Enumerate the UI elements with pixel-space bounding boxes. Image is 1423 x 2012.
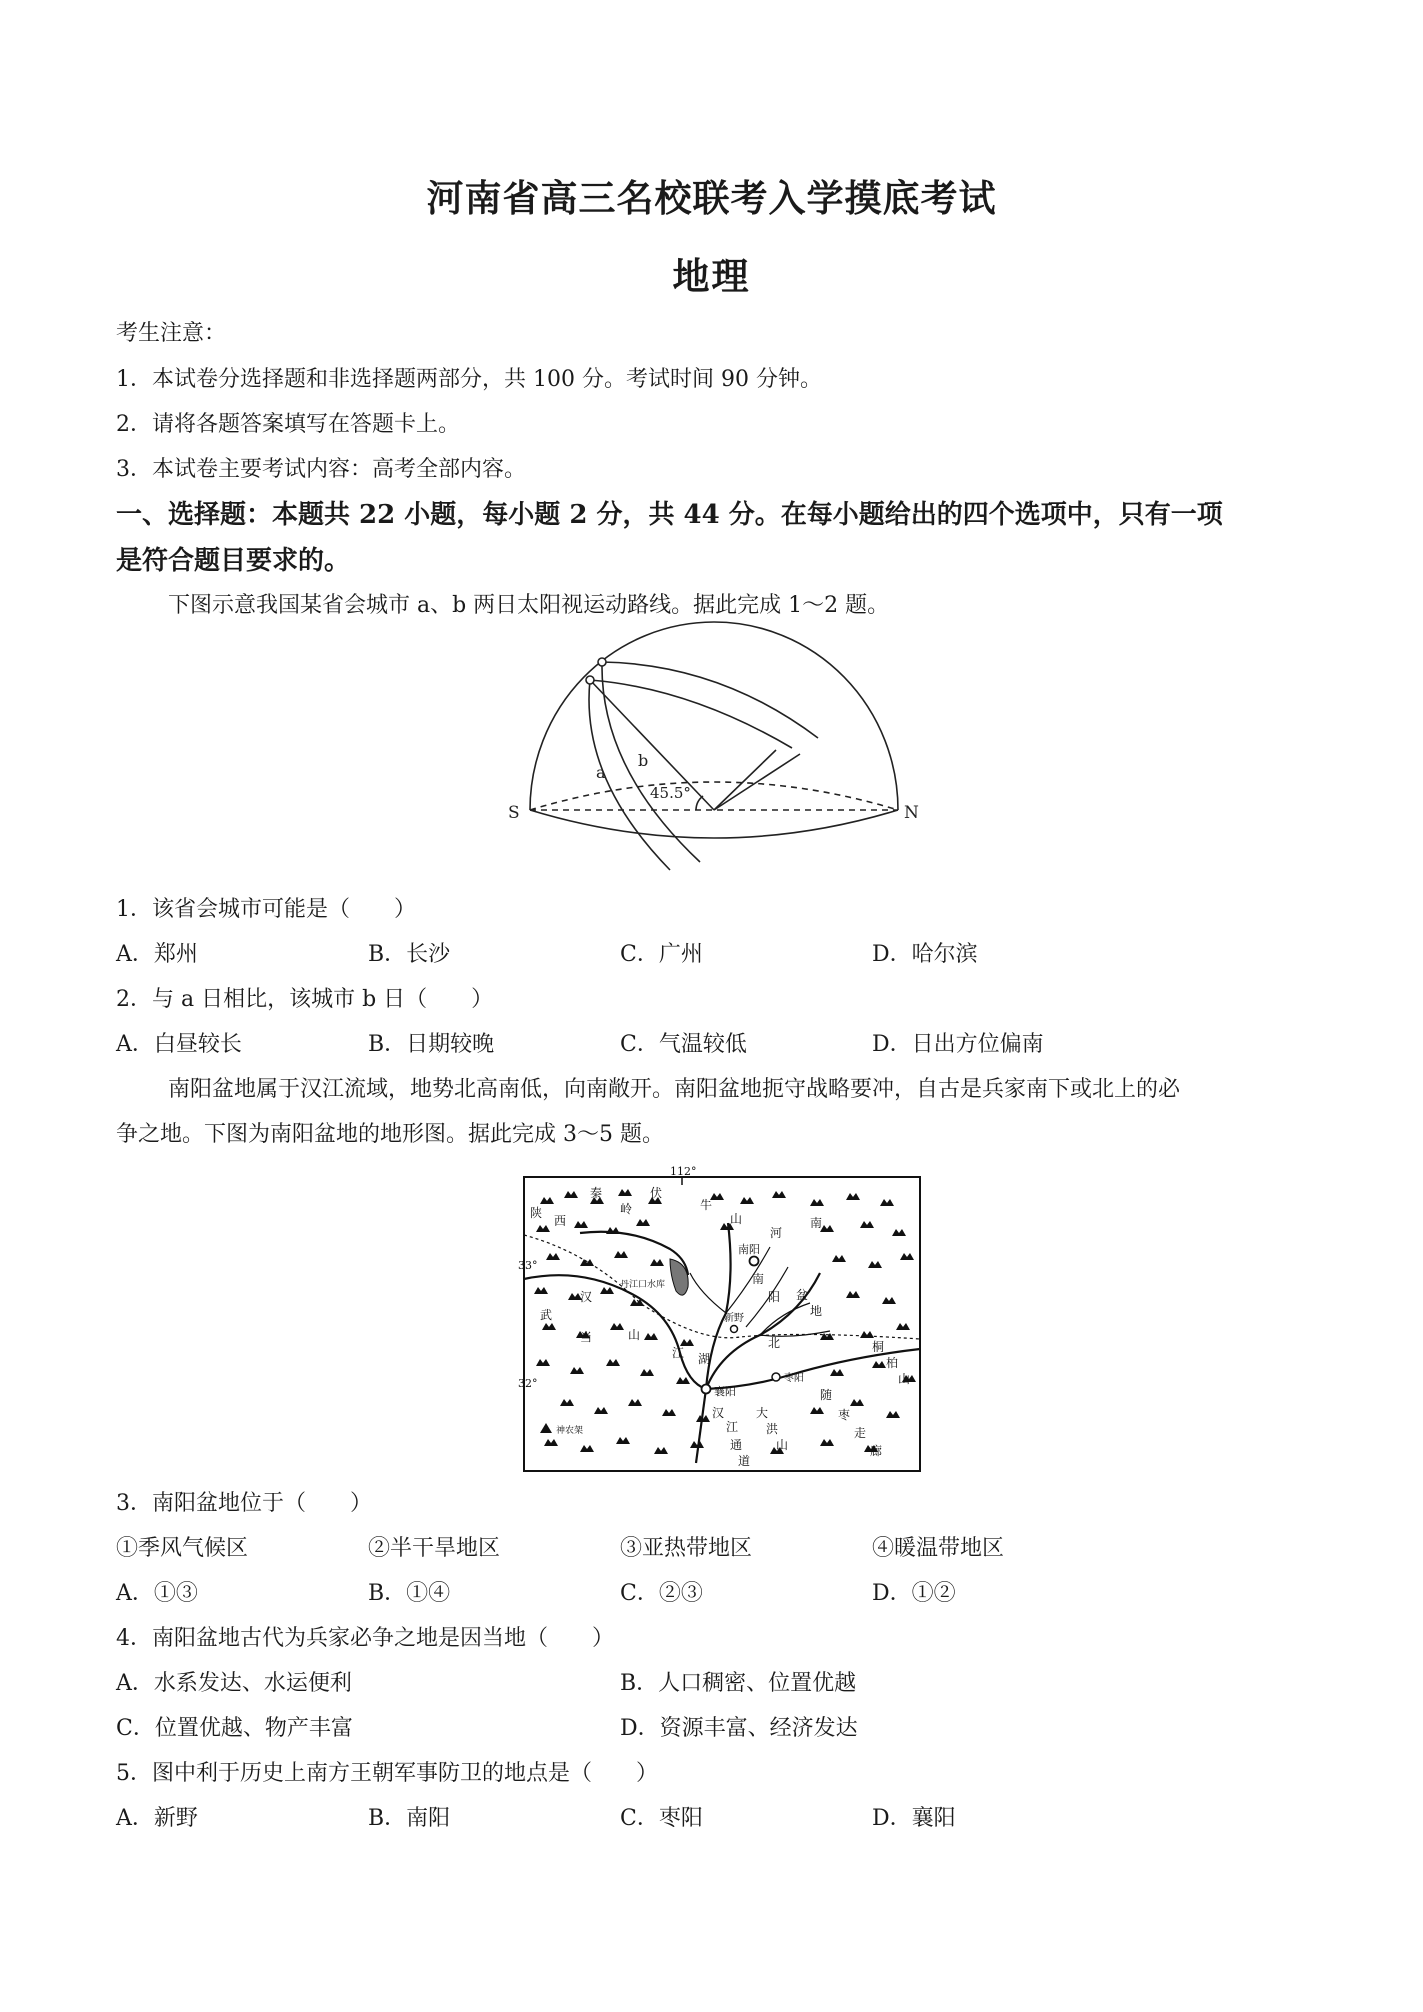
subject-title: 地理 xyxy=(672,254,751,298)
map-label: 枣 xyxy=(838,1408,851,1422)
sun-path-b xyxy=(602,662,700,862)
q3-option: C．②③ xyxy=(620,1581,703,1606)
q5-option: D．襄阳 xyxy=(872,1806,956,1831)
map-label: 廊 xyxy=(870,1444,883,1458)
map-label: 走 xyxy=(854,1426,867,1440)
passage-1: 下图示意我国某省会城市 a、b 两日太阳视运动路线。据此完成 1～2 题。 xyxy=(168,593,890,618)
q3-option: A．①③ xyxy=(116,1581,198,1606)
q4-option: A．水系发达、水运便利 xyxy=(116,1671,352,1696)
axis-line xyxy=(714,750,776,810)
map-label: 盆 xyxy=(796,1288,809,1302)
q2-stem: 2．与 a 日相比，该城市 b 日（ ） xyxy=(116,987,494,1012)
map-label: 武 xyxy=(540,1308,553,1322)
exam-title: 河南省高三名校联考入学摸底考试 xyxy=(426,176,997,220)
q5-option: B．南阳 xyxy=(368,1806,451,1831)
map-label: 道 xyxy=(738,1454,751,1468)
q3-stem: 3．南阳盆地位于（ ） xyxy=(116,1491,372,1516)
note-item: 3．本试卷主要考试内容：高考全部内容。 xyxy=(116,457,526,482)
latitude-label-32: 32° xyxy=(518,1377,538,1390)
map-label: 神农架 xyxy=(556,1426,584,1436)
sun-path-a-back xyxy=(590,680,792,748)
map-label: 新野 xyxy=(724,1313,744,1324)
horizon-front xyxy=(530,810,898,838)
passage-2-line1: 南阳盆地属于汉江流域，地势北高南低，向南敞开。南阳盆地扼守战略要冲，自古是兵家南下或北上的必 xyxy=(168,1077,1181,1102)
map-label: 洪 xyxy=(766,1422,779,1436)
q5-stem: 5．图中利于历史上南方王朝军事防卫的地点是（ ） xyxy=(116,1761,658,1786)
map-label: 陕 xyxy=(530,1206,543,1220)
notes-heading: 考生注意： xyxy=(116,321,227,346)
xiangyang-city-marker xyxy=(702,1385,711,1394)
map-label: 南阳 xyxy=(738,1243,760,1256)
nanyang-basin-map xyxy=(520,1163,925,1475)
map-label: 西 xyxy=(554,1214,567,1228)
label-a: a xyxy=(596,763,606,782)
map-label: 江 xyxy=(672,1346,685,1360)
map-label: 江 xyxy=(726,1420,739,1434)
sun-path-figure xyxy=(500,618,930,880)
longitude-label: 112° xyxy=(670,1165,697,1178)
q2-option: A．白昼较长 xyxy=(116,1032,242,1057)
map-label: 山 xyxy=(776,1438,789,1452)
q1-option: A．郑州 xyxy=(116,942,198,967)
note-item: 1．本试卷分选择题和非选择题两部分，共 100 分。考试时间 90 分钟。 xyxy=(116,367,822,392)
map-label: 桐 xyxy=(872,1340,885,1354)
map-label: 秦 xyxy=(590,1186,603,1200)
map-label: 伏 xyxy=(650,1186,663,1200)
label-n: N xyxy=(904,803,919,823)
map-label: 山 xyxy=(730,1212,743,1226)
map-label: 柏 xyxy=(886,1356,899,1370)
map-label: 大 xyxy=(756,1406,769,1420)
map-label: 牛 xyxy=(700,1198,713,1212)
q3-option: B．①④ xyxy=(368,1581,451,1606)
q5-option: C．枣阳 xyxy=(620,1806,703,1831)
q1-option: C．广州 xyxy=(620,942,703,967)
sun-position-b xyxy=(598,658,606,666)
q2-option: D．日出方位偏南 xyxy=(872,1032,1044,1057)
celestial-dome xyxy=(530,622,898,810)
q3-statement: ④暖温带地区 xyxy=(872,1536,1005,1561)
map-label: 河 xyxy=(770,1226,783,1240)
map-label: 南 xyxy=(810,1216,823,1230)
map-label: 襄阳 xyxy=(714,1385,736,1398)
q3-option: D．①② xyxy=(872,1581,956,1606)
q3-statement: ③亚热带地区 xyxy=(620,1536,753,1561)
q2-option: B．日期较晚 xyxy=(368,1032,495,1057)
map-label: 枣阳 xyxy=(784,1373,804,1384)
label-b: b xyxy=(638,751,649,770)
map-label: 汉 xyxy=(712,1406,725,1420)
map-label: 湖 xyxy=(698,1352,711,1366)
q3-statement: ②半干旱地区 xyxy=(368,1536,501,1561)
latitude-label-33: 33° xyxy=(518,1259,538,1272)
section-heading-line1: 一、选择题：本题共 22 小题，每小题 2 分，共 44 分。在每小题给出的四个选项中，只有一项 xyxy=(116,500,1223,530)
q1-option: B．长沙 xyxy=(368,942,451,967)
q4-option: B．人口稠密、位置优越 xyxy=(620,1671,857,1696)
section-heading-line2: 是符合题目要求的。 xyxy=(116,546,351,576)
label-angle: 45.5° xyxy=(650,784,691,802)
sun-position-a xyxy=(586,676,594,684)
q4-stem: 4．南阳盆地古代为兵家必争之地是因当地（ ） xyxy=(116,1626,614,1651)
q4-option: C．位置优越、物产丰富 xyxy=(116,1716,353,1741)
q1-stem: 1．该省会城市可能是（ ） xyxy=(116,897,416,922)
note-item: 2．请将各题答案填写在答题卡上。 xyxy=(116,412,460,437)
map-label: 丹江口水库 xyxy=(620,1280,666,1290)
xinye-city-marker xyxy=(731,1326,738,1333)
map-label: 南 xyxy=(752,1272,765,1286)
q5-option: A．新野 xyxy=(116,1806,198,1831)
q1-option: D．哈尔滨 xyxy=(872,942,978,967)
map-label: 随 xyxy=(820,1388,833,1402)
map-label: 地 xyxy=(810,1304,823,1318)
map-label: 岭 xyxy=(620,1202,633,1216)
map-label: 山 xyxy=(898,1372,911,1386)
map-label: 阳 xyxy=(768,1290,781,1304)
map-label: 当 xyxy=(580,1330,593,1344)
passage-2-line2: 争之地。下图为南阳盆地的地形图。据此完成 3～5 题。 xyxy=(116,1122,664,1147)
nanyang-city-marker xyxy=(750,1257,759,1266)
q2-option: C．气温较低 xyxy=(620,1032,747,1057)
map-label: 北 xyxy=(768,1336,781,1350)
horizon-back xyxy=(530,782,898,810)
map-label: 通 xyxy=(730,1438,743,1452)
q3-statement: ①季风气候区 xyxy=(116,1536,249,1561)
zaoyang-city-marker xyxy=(772,1373,780,1381)
q4-option: D．资源丰富、经济发达 xyxy=(620,1716,858,1741)
map-label: 山 xyxy=(628,1328,641,1342)
map-label: 汉 xyxy=(580,1290,593,1304)
label-s: S xyxy=(508,803,520,823)
